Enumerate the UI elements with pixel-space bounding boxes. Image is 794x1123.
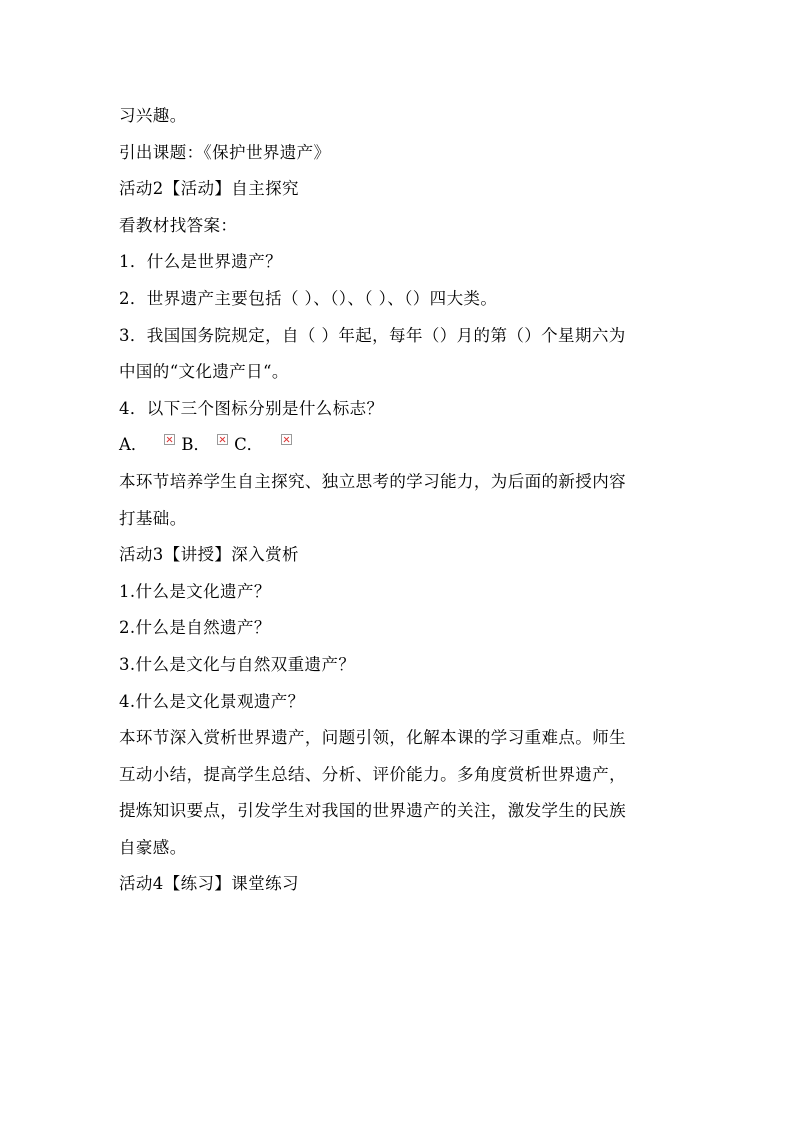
- question-item: 2.什么是自然遗产？: [119, 618, 271, 638]
- option-label: A．: [119, 435, 148, 455]
- text-line: 本环节深入赏析世界遗产，问题引领，化解本课的学习重难点。师生: [119, 728, 626, 748]
- activity-heading: 活动2【活动】自主探究: [119, 179, 299, 199]
- question-item: 1．什么是世界遗产？: [119, 252, 282, 272]
- option-c: [234, 427, 292, 464]
- text-line: 打基础。: [119, 508, 187, 528]
- question-item: 4.什么是文化景观遗产？: [119, 691, 305, 711]
- question-item: 4．以下三个图标分别是什么标志？: [119, 398, 384, 418]
- document-page: [119, 98, 679, 903]
- text-line: 互动小结，提高学生总结、分析、评价能力。多角度赏析世界遗产，: [119, 764, 626, 784]
- question-item: 3.什么是文化与自然双重遗产？: [119, 654, 356, 674]
- text-line: 本环节培养学生自主探究、独立思考的学习能力，为后面的新授内容: [119, 471, 626, 491]
- text-line: 习兴趣。: [119, 106, 187, 125]
- question-item: 2．世界遗产主要包括（ ）、（）、（ ）、（）四大类。: [119, 288, 498, 308]
- text-line: 看教材找答案：: [119, 215, 238, 235]
- broken-image-icon: [281, 434, 292, 445]
- text-line: 提炼知识要点，引发学生对我国的世界遗产的关注，激发学生的民族: [119, 801, 626, 821]
- activity-heading: 活动4【练习】课堂练习: [119, 874, 299, 894]
- question-item: 1.什么是文化遗产？: [119, 581, 271, 601]
- option-b: [181, 427, 234, 464]
- broken-image-icon: [164, 434, 175, 445]
- option-label: B．: [181, 435, 211, 455]
- question-item: 3．我国国务院规定，自（ ）年起，每年（）月的第（）个星期六为: [119, 325, 626, 345]
- option-a: [119, 427, 181, 464]
- text-line: 自豪感。: [119, 837, 187, 857]
- topic-line: 引出课题：《保护世界遗产》: [119, 142, 331, 162]
- broken-image-icon: [217, 434, 228, 445]
- icon-options-row: [119, 427, 679, 464]
- activity-heading: 活动3【讲授】深入赏析: [119, 545, 299, 565]
- text-line: 中国的“文化遗产日“。: [119, 362, 289, 382]
- option-label: C．: [234, 435, 264, 455]
